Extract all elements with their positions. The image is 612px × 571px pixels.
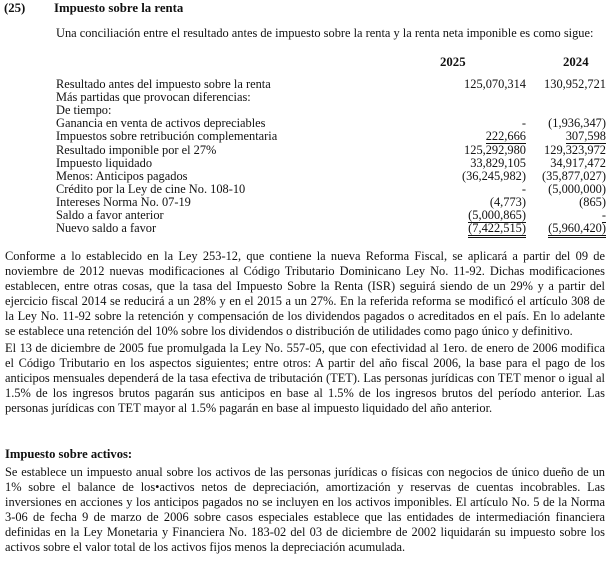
value-2024: 130,952,721 [544, 77, 606, 92]
row-label: Ganancia en venta de activos depreciables [56, 116, 266, 131]
table-row [56, 157, 606, 170]
value-2024: (5,000,000) [548, 181, 606, 196]
value-2025: 222,666 [485, 129, 526, 144]
value-2024: (5,960,420) [526, 222, 606, 235]
row-label: Más partidas que provocan diferencias: [56, 90, 251, 105]
value-2025 [376, 91, 526, 104]
table-row [56, 209, 606, 222]
table-row [56, 117, 606, 130]
value-2024 [526, 91, 606, 104]
section-number: (25) [4, 1, 26, 15]
value-2024: (865) [579, 194, 606, 209]
value-2025: (36,245,982) [461, 168, 526, 183]
row-label: Impuesto liquidado [56, 155, 153, 170]
table-row [56, 104, 606, 117]
value-2025: (4,773) [489, 194, 526, 209]
section-heading [4, 1, 183, 16]
table-row [56, 143, 606, 156]
value-2024: (35,877,027) [541, 168, 606, 183]
year-header-2025: 2025 [440, 55, 466, 69]
value-2024: 129,323,972 [544, 142, 606, 157]
table-row [56, 91, 606, 104]
value-2025: (7,422,515) [376, 222, 526, 235]
table-row [56, 170, 606, 183]
value-2024: (1,936,347) [548, 116, 606, 131]
section-title: Impuesto sobre la renta [54, 1, 184, 15]
value-2024 [526, 104, 606, 117]
intro-text: Una conciliación entre el resultado antes de impuesto sobre la renta y la renta neta imponible es como sigue: [56, 26, 594, 40]
table-row [56, 196, 606, 209]
row-label: De tiempo: [56, 103, 112, 118]
value-2025: 125,070,314 [464, 77, 526, 92]
row-label: Nuevo saldo a favor [56, 221, 157, 236]
value-2024: 34,917,472 [550, 155, 606, 170]
row-label: Resultado imponible por el 27% [56, 142, 217, 157]
table-row [56, 183, 606, 196]
paragraph-impuesto-activos: Se establece un impuesto anual sobre los activos de las personas jurídicas o físicas con negocios de único dueño de un 1% sobre el balance de los•activos netos de depreciación, amortización y reservas de cuentas incobrables. Las inversiones en acciones y los anticipos pagados no se incluyen en los activos imponibles. El artículo No. 5 de la Norma 3-06 de fecha 9 de marzo de 2006 sobre casos especiales establece que las entidades de intermediación financiera definidas en la Ley Monetaria y Financiera No. 183-02 del 03 de diciembre de 2002 liquidarán su impuesto sobre los activos sobre el valor total de los activos fijos menos la depreciación acumulada. [5, 465, 605, 554]
row-label: Intereses Norma No. 07-19 [56, 194, 191, 209]
reconciliation-table [56, 78, 606, 235]
row-label: Menos: Anticipos pagados [56, 168, 188, 183]
value-2024: - [601, 207, 606, 222]
year-header-2024: 2024 [563, 55, 589, 69]
subheading-impuesto-activos: Impuesto sobre activos: [5, 447, 133, 461]
value-2024: 307,598 [565, 129, 606, 144]
value-2025: 33,829,105 [470, 155, 526, 170]
value-2025: - [521, 116, 526, 131]
table-row [56, 222, 606, 235]
value-2025: (5,000,865) [468, 207, 526, 222]
table-row [56, 78, 606, 91]
row-label: Resultado antes del impuesto sobre la renta [56, 77, 271, 92]
value-2025 [376, 104, 526, 117]
value-2025: 125,292,980 [464, 142, 526, 157]
row-label: Crédito por la Ley de cine No. 108-10 [56, 181, 246, 196]
table-row [56, 130, 606, 143]
value-2025: - [521, 181, 526, 196]
paragraph-ley-253-12: Conforme a lo establecido en la Ley 253-12, que contiene la nueva Reforma Fiscal, se aplicará a partir del 09 de noviembre de 2012 nuevas modificaciones al Código Tributario Dominicano Ley No. 11-92. Dichas modificaciones establecen, entre otras cosas, que la tasa del Impuesto Sobre la Renta (ISR) seguirá siendo de un 29% y a partir del ejercicio fiscal 2014 se reducirá a un 28% y en el 2015 a un 27%. En la referida reforma se modificó el artículo 308 de la Ley No. 11-92 sobre la retención y compensación de los dividendos pagados o acreditados en el país. En lo adelante se establece una retención del 10% sobre los dividendos o distribución de utilidades como pago único y definitivo. [5, 249, 605, 338]
paragraph-ley-557-05: El 13 de diciembre de 2005 fue promulgada la Ley No. 557-05, que con efectividad al 1ero. de enero de 2006 modifica el Código Tributario en los aspectos siguientes; entre otros: A partir del año fiscal 2006, la base para el pago de los anticipos mensuales dependerá de la tasa efectiva de tributación (TET). Las personas jurídicas con TET menor o igual al 1.5% de los ingresos brutos pagarán sus anticipos en base al 1.5% de los ingresos brutos del período anterior. Las personas jurídicas con TET mayor al 1.5% pagarán en base al impuesto liquidado del año anterior. [5, 341, 605, 415]
row-label: Impuestos sobre retribución complementaria [56, 129, 278, 144]
row-label: Saldo a favor anterior [56, 207, 164, 222]
